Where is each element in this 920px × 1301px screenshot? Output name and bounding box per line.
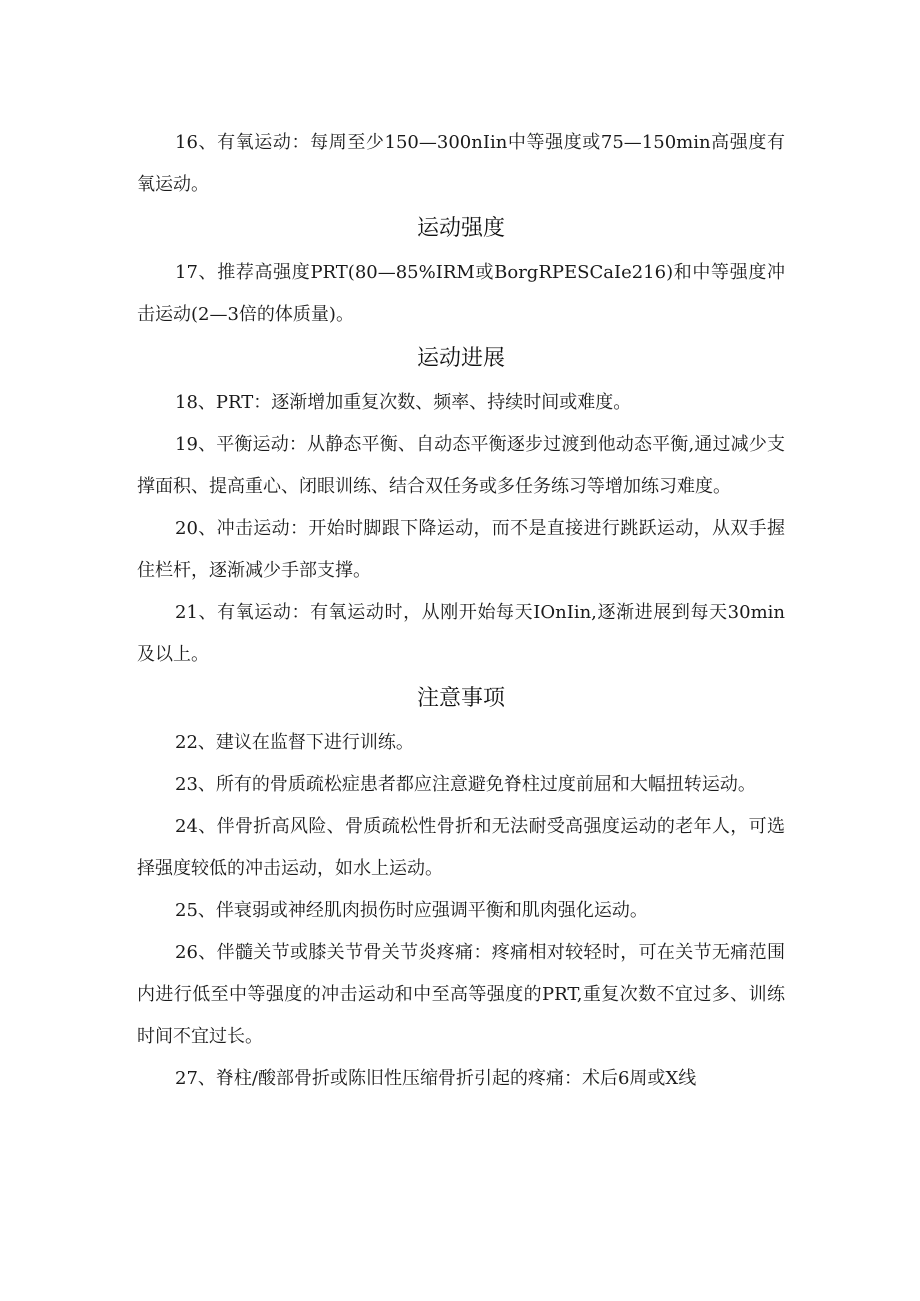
section-heading-intensity: 运动强度	[416, 216, 505, 241]
section-heading-progression: 运动进展	[416, 346, 505, 371]
paragraph-20: 20、冲击运动：开始时脚跟下降运动，而不是直接进行跳跃运动，从双手握住栏杆，逐渐减少手部支撑。	[137, 518, 785, 581]
paragraph-18: 18、PRT：逐渐增加重复次数、频率、持续时间或难度。	[175, 392, 632, 413]
paragraph-19: 19、平衡运动：从静态平衡、自动态平衡逐步过渡到他动态平衡,通过减少支撑面积、提高重心、闭眼训练、结合双任务或多任务练习等增加练习难度。	[137, 434, 785, 497]
paragraph-24: 24、伴骨折高风险、骨质疏松性骨折和无法耐受高强度运动的老年人，可选择强度较低的冲击运动，如水上运动。	[137, 816, 785, 879]
paragraph-27: 27、脊柱/酸部骨折或陈旧性压缩骨折引起的疼痛：术后6周或X线	[175, 1068, 697, 1089]
paragraph-25: 25、伴衰弱或神经肌肉损伤时应强调平衡和肌肉强化运动。	[175, 900, 648, 921]
document-body	[137, 122, 785, 1100]
paragraph-17: 17、推荐高强度PRT(80—85%IRM或BorgRPESCaIe216)和中等强度冲击运动(2—3倍的体质量)。	[137, 262, 785, 325]
paragraph-23: 23、所有的骨质疏松症患者都应注意避免脊柱过度前屈和大幅扭转运动。	[175, 774, 756, 795]
section-heading-precautions: 注意事项	[416, 686, 505, 711]
paragraph-21: 21、有氧运动：有氧运动时，从刚开始每天IOnIin,逐渐进展到每天30min及以上。	[137, 602, 785, 665]
paragraph-16: 16、有氧运动：每周至少150—300nIin中等强度或75—150min高强度有氧运动。	[137, 132, 785, 195]
paragraph-26: 26、伴髓关节或膝关节骨关节炎疼痛：疼痛相对较轻时，可在关节无痛范围内进行低至中等强度的冲击运动和中至高等强度的PRT,重复次数不宜过多、训练时间不宜过长。	[137, 942, 785, 1047]
paragraph-22: 22、建议在监督下进行训练。	[175, 732, 414, 753]
